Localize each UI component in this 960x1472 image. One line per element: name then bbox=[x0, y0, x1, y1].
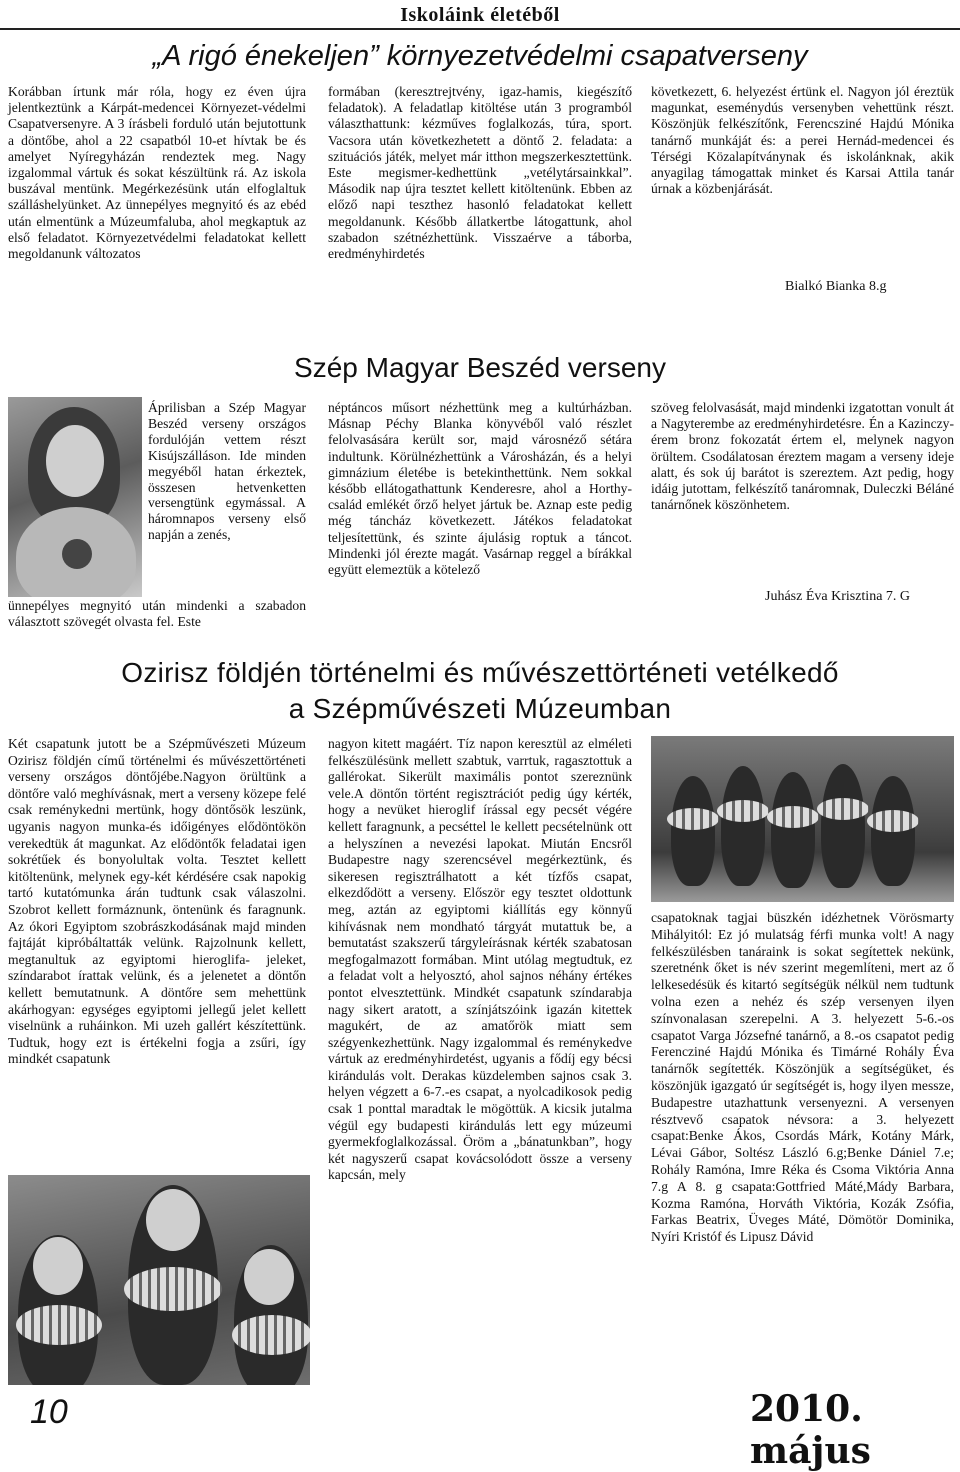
article2-col2: néptáncos műsort nézhettünk meg a kultúrházban. Másnap Péchy Blanka könyvéből való részlet felolvasására került sor, majd városnéző sétára indultunk. Körülnézhettünk a Városházán, és a helyi gimnázium életébe is betekinthettünk. Nem sokkal később ellátogathattunk Kenderesre, ahol a Horthy-család emlékét őrző helyet jártuk be. Aznap este pedig még táncház következett. Játékos feladatokat teljesítettünk, és szinte ájulásig roptuk a táncot. Mindenki jól érezte magát. Vasárnap reggel a bírákkal együtt elemeztük a kötelező bbox=[328, 400, 632, 578]
article2-col3: szöveg felolvasását, majd mindenki izgatottan vonult át a Nagyterembe az eredményhirdetésre. Én a Kazinczy-érem bronz fokozatát értem el, melynek nagyon örültem. Csodálatosan éreztem magam a verseny ideje alatt, és sok új barátot is szereztem. Azt pedig, hogy idáig jutottam, felkészítő tanáromnak, Duleczki Béláné tanárnőnek köszönhetem. bbox=[651, 400, 954, 513]
article3-col3: csapatoknak tagjai büszkén idézhetnek Vörösmarty Mihályitól: Ez jó mulatság férfi munka volt! A nagy felkészülésben tanáraink is sokat segítettek nekünk, szeretnénk őket is név szerint megemlíteni, mert az ő lelkesedésük és kitartó segítségük nélkül nem tudtunk volna ezen a nehéz és szép versenyen ilyen színvonalasan szerepelni. A 3. helyezett 5-6.-os csapatot Varga Józsefné tanárnő, a 8.-os csapatot pedig Ferencziné Hajdú Mónika és Timárné Rohály Éva tanárnők segítették. Köszönjük a segítségüket, és köszönjük igazgató úr segítségét is, hogy ilyen messze, Budapestre utazhattunk versenyezni. A versenyen résztvevő csapatok névsora: a 3. helyezett csapat:Benke Ákos, Csordás Márk, Kotány Márk, Lévai Gábor, Soltész László 6.g;Benke Dániel 7.e; Rohály Ramóna, Imre Réka és Csoma Viktória Anna 7.g A 8. g csapata:Gottfried Máté,Mády Barbara, Kozma Ramóna, Horváth Viktória, Kozák Zsófia, Farkas Beatrix, Üveges Máté, Dömötör Dominika, Nyíri Kristóf és Lipusz Dávid bbox=[651, 910, 954, 1245]
article3-title-line2: a Szépművészeti Múzeumban bbox=[288, 693, 672, 724]
issue-date: 2010. május bbox=[750, 1388, 871, 1472]
article1-author: Bialkó Bianka 8.g bbox=[785, 279, 887, 294]
students-egyptian-collars-photo bbox=[8, 1175, 310, 1385]
article1-col2: formában (keresztrejtvény, igaz-hamis, kiegészítő feladatok). A feladatlap kitöltése után 3 programból választhattunk: kézműves foglalkozás, túra, sport. Vacsora után következhetett a döntő 2. feladata: a szituációs játék, melyet már itthon megszerkesztettünk. Este megismer-kedhettünk „vetélytársainkkal”. Második nap újra tesztet kellett kitöltenünk. Ebben az előző napi teszthez hasonló feladatokat kellett megoldanunk. Később állatkertbe látogattunk, ahol szabadon szétnézhettünk. Visszaérve a táborba, eredményhirdetés bbox=[328, 84, 632, 262]
article2-col1-bottom: ünnepélyes megnyitó után mindenki a szabadon választott szövegét olvasta fel. Este bbox=[8, 598, 306, 630]
article3-title-line1: Ozirisz földjén történelmi és művészettörténeti vetélkedő bbox=[121, 657, 839, 688]
header-rule bbox=[0, 28, 960, 30]
article3-col1: Két csapatunk jutott be a Szépművészeti Múzeum Ozirisz földjén című történelmi és művészettörténeti verseny országos döntőjébe.Nagyon örültünk a döntőre való meghívásnak, mert a verseny közepe felé csak reménykedni mertünk, hogy döntősök leszünk, ugyanis nagyon munka-és időigényes elődöntökön verekedtük át magunkat. Az elődöntők feladatai igen sokrétűek és bonyolultak volta. Tesztet kellett kitöltenünk, melynek egy-két kérdésére csak napokig tartó kutatómunka árán tudtunk csak válaszolni. Szobrot kellett formáznunk, öntenünk és faragnunk. Az ókori Egyiptom szobrászkodásának majd minden fajtáját kipróbáltatták velünk. Rajzolnunk kellett, megtanultuk az egyiptomi hieroglifa- jeleket, színdarabot írattak velünk, és a jelenetet a döntőn kellett bemutatnunk. A döntőre sem mehettünk akárhogyan: egységes egyiptomi jellegű jelet kellett viselnünk a ruháinkon. Mi uzeh gallért készítettünk. Tudtuk, hogy ezt is értékelni fogja a zsűri, így mindkét csapatunk bbox=[8, 736, 306, 1067]
article1-title: „A rigó énekeljen” környezetvédelmi csapatverseny bbox=[152, 40, 808, 72]
page-number: 10 bbox=[30, 1393, 68, 1431]
article1-col3: következett, 6. helyezést értünk el. Nagyon jól éreztük magunkat, eseménydús versenyben vehettünk részt. Köszönjük felkészítőnk, Ferencsziné Hajdú Mónika tanárnő munkáját és: a perei Hernád-medencei és Térségi Közalapítványnak és iskolánknak, akik anyagilag támogattak minket és Karsai Attila tanár úrnak a közbenjárását. bbox=[651, 84, 954, 197]
article3-col2: nagyon kitett magáért. Tíz napon keresztül az elméleti felkészülésünk mellett szabtuk, varrtuk, ragasztottuk a gallérokat. Sikerült maximális pontot szereznünk vele.A döntőn történt regisztrációt pedig úgy kérték, hogy a nevüket hieroglif írással egy pecsét végére kellett faragnunk, a pecséttel le kellett pecsételnünk ott a helyszínen a nevezési lapokat. Miután Encsről Budapestre nagy szerencsével megérkeztünk, és sikeresen regisztrálhatott a két tízfős csapat, elkezdődött a verseny. Először egy tesztet oldottunk meg, aztán az egyiptomi kiállítás egy könnyű kihívásnak nem mondható tárgyát mutattuk be, a bemutatást szakszerű tárgyleírásnak kérték szabatosan megfogalmazott formában. Mint utólag megtudtuk, ez a feladat volt a helyosztó, ahol sajnos néhány értékes pontot elvesztettünk. Mindkét csapatunk színdarabja nagy sikert aratott, a színjátszóink igazán kitettek magukért, de az amatőrök miatt sem szégyenkezhettünk. Nagy izgalommal és reménykedve vártuk az eredményhirdetést, ugyanis a fődíj egy bécsi kirándulás volt. Derakas küzdelemben sajnos csak 3. helyen végzett a 6-7.-es csapat, a nyolcadikosok pedig csak 1 ponttal maradtak le mögöttük. A kicsik jutalma végül egy budapesti kirándulás lett egy múzeumi gyermekfoglalkozással. Öröm a „bánatunkban”, hogy két nagyszerű csapat kovácsolódott össze a verseny kapcsán, mely bbox=[328, 736, 632, 1183]
article2-title: Szép Magyar Beszéd verseny bbox=[294, 352, 666, 383]
team-group-photo bbox=[651, 736, 954, 902]
student-portrait-photo bbox=[8, 397, 142, 597]
article2-col1-side: Áprilisban a Szép Magyar Beszéd verseny országos fordulóján vettem részt Kisújszálláson. Ide minden megyéből hatan érkeztek, összesen hetvenketten versengtünk egymással. A háromnapos verseny első napján a zenés, bbox=[148, 400, 306, 543]
article2-author: Juhász Éva Krisztina 7. G bbox=[765, 589, 911, 604]
section-title: Iskoláink életéből bbox=[0, 4, 960, 27]
article1-col1: Korábban írtunk már róla, hogy ez éven újra jelentkeztünk a Kárpát-medencei Környezet-védelmi Csapatversenyre. A 3 írásbeli forduló után bejutottunk a döntőbe, ahol a 22 csapatból 10-et hívtak be és amelyet Nyíregyházán rendeztek meg. Nagy izgalommal vártuk és sokat készültünk rá. Az iskola buszával mentünk. Megérkezésünk után elfoglaltuk szálláshelyünket. Az ünnepélyes megnyitó és az ebéd után elmentünk a Múzeumfaluba, ahol megkaptuk az első feladatot. Környezetvédelmi feladatokat kellett megoldanunk változatos bbox=[8, 84, 306, 262]
